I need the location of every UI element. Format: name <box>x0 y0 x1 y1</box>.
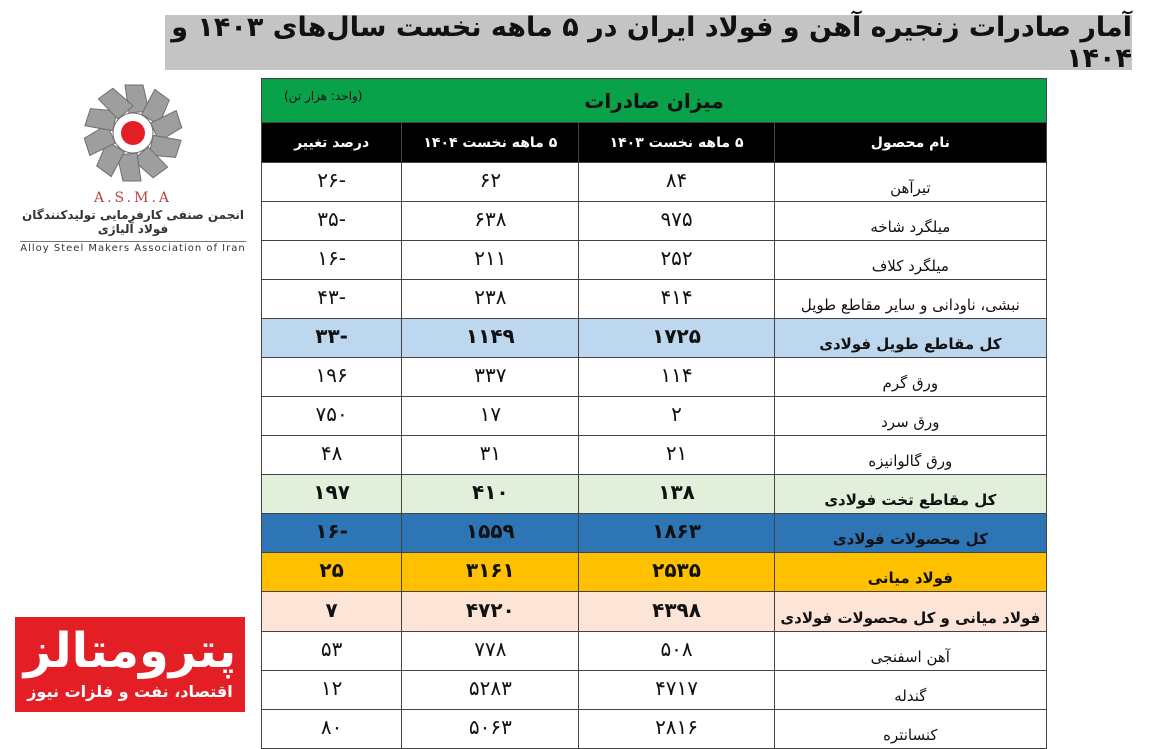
product-name: کل محصولات فولادی <box>774 514 1046 553</box>
value-1404: ۳۳۷ <box>402 358 579 397</box>
value-1403: ۲۱ <box>579 436 774 475</box>
value-1404: ۴۷۲۰ <box>402 592 579 632</box>
product-name: ورق گرم <box>774 358 1046 397</box>
change-percent: ۷۵۰ <box>262 397 402 436</box>
column-header-1404: ۵ ماهه نخست ۱۴۰۴ <box>402 123 579 163</box>
product-name: فولاد میانی و کل محصولات فولادی <box>774 592 1046 632</box>
change-percent: -۲۶ <box>262 163 402 202</box>
value-1403: ۲ <box>579 397 774 436</box>
value-1403: ۴۱۴ <box>579 280 774 319</box>
change-percent: ۴۸ <box>262 436 402 475</box>
value-1404: ۱۵۵۹ <box>402 514 579 553</box>
petrometals-brand <box>15 617 245 712</box>
value-1404: ۵۲۸۳ <box>402 671 579 710</box>
change-percent: ۱۹۷ <box>262 475 402 514</box>
unit-note: (واحد: هزار تن) <box>284 89 363 103</box>
brand-name: پترومتالز <box>23 623 237 679</box>
value-1404: ۲۳۸ <box>402 280 579 319</box>
page-title: آمار صادرات زنجیره آهن و فولاد ایران در ۵ ماهه نخست سال‌های ۱۴۰۳ و ۱۴۰۴ <box>165 15 1132 70</box>
change-percent: ۵۳ <box>262 632 402 671</box>
table-row-all-steel <box>262 514 1047 553</box>
export-table <box>261 78 1047 749</box>
value-1403: ۸۴ <box>579 163 774 202</box>
product-name: ورق سرد <box>774 397 1046 436</box>
change-percent: ۷ <box>262 592 402 632</box>
value-1403: ۲۸۱۶ <box>579 710 774 749</box>
group-header-title: میزان صادرات <box>584 88 724 113</box>
product-name: کل مقاطع طویل فولادی <box>774 319 1046 358</box>
table-row <box>262 280 1047 319</box>
table-row <box>262 202 1047 241</box>
value-1404: ۱۱۴۹ <box>402 319 579 358</box>
change-percent: ۱۲ <box>262 671 402 710</box>
value-1404: ۵۰۶۳ <box>402 710 579 749</box>
change-percent: -۱۶ <box>262 514 402 553</box>
value-1403: ۱۷۲۵ <box>579 319 774 358</box>
value-1403: ۱۸۶۳ <box>579 514 774 553</box>
value-1403: ۹۷۵ <box>579 202 774 241</box>
table-row <box>262 163 1047 202</box>
table-row-flat-total <box>262 475 1047 514</box>
change-percent: -۴۳ <box>262 280 402 319</box>
product-name: کنسانتره <box>774 710 1046 749</box>
value-1403: ۲۵۲ <box>579 241 774 280</box>
table-row <box>262 241 1047 280</box>
product-name: میلگرد شاخه <box>774 202 1046 241</box>
change-percent: -۱۶ <box>262 241 402 280</box>
column-header-1403: ۵ ماهه نخست ۱۴۰۳ <box>579 123 774 163</box>
change-percent: ۸۰ <box>262 710 402 749</box>
table-row <box>262 710 1047 749</box>
product-name: ورق گالوانیزه <box>774 436 1046 475</box>
logo-en-name: Alloy Steel Makers Association of Iran <box>20 243 246 254</box>
column-header-product: نام محصول <box>774 123 1046 163</box>
value-1403: ۱۱۴ <box>579 358 774 397</box>
column-header-change: درصد تغییر <box>262 123 402 163</box>
value-1404: ۳۱۶۱ <box>402 553 579 592</box>
table-row <box>262 671 1047 710</box>
change-percent: -۳۵ <box>262 202 402 241</box>
value-1404: ۷۷۸ <box>402 632 579 671</box>
table-row <box>262 397 1047 436</box>
table-row <box>262 632 1047 671</box>
value-1403: ۱۳۸ <box>579 475 774 514</box>
product-name: تیرآهن <box>774 163 1046 202</box>
table-row-long-total <box>262 319 1047 358</box>
table-row-semi-finished <box>262 553 1047 592</box>
column-header-row <box>262 123 1047 163</box>
product-name: نبشی، ناودانی و سایر مقاطع طویل <box>774 280 1046 319</box>
value-1404: ۶۲ <box>402 163 579 202</box>
group-header-cell <box>262 79 1047 123</box>
change-percent: ۱۹۶ <box>262 358 402 397</box>
value-1404: ۱۷ <box>402 397 579 436</box>
table-row <box>262 358 1047 397</box>
brand-tagline: اقتصاد، نفت و فلزات نیوز <box>27 682 233 701</box>
logo-fa-name: انجمن صنفی کارفرمایی تولیدکنندگان فولاد آلیاژی <box>21 208 244 236</box>
value-1404: ۴۱۰ <box>402 475 579 514</box>
product-name: آهن اسفنجی <box>774 632 1046 671</box>
table-row-combined <box>262 592 1047 632</box>
group-header-row <box>262 79 1047 123</box>
logo-letters: A.S.M.A <box>94 190 172 206</box>
table-row <box>262 436 1047 475</box>
change-percent: -۳۳ <box>262 319 402 358</box>
asma-gear-icon <box>78 78 188 188</box>
value-1404: ۶۳۸ <box>402 202 579 241</box>
product-name: گندله <box>774 671 1046 710</box>
value-1404: ۳۱ <box>402 436 579 475</box>
product-name: کل مقاطع تخت فولادی <box>774 475 1046 514</box>
value-1403: ۵۰۸ <box>579 632 774 671</box>
product-name: میلگرد کلاف <box>774 241 1046 280</box>
value-1403: ۲۵۳۵ <box>579 553 774 592</box>
change-percent: ۲۵ <box>262 553 402 592</box>
product-name: فولاد میانی <box>774 553 1046 592</box>
value-1404: ۲۱۱ <box>402 241 579 280</box>
value-1403: ۴۳۹۸ <box>579 592 774 632</box>
asma-logo <box>18 78 248 254</box>
value-1403: ۴۷۱۷ <box>579 671 774 710</box>
